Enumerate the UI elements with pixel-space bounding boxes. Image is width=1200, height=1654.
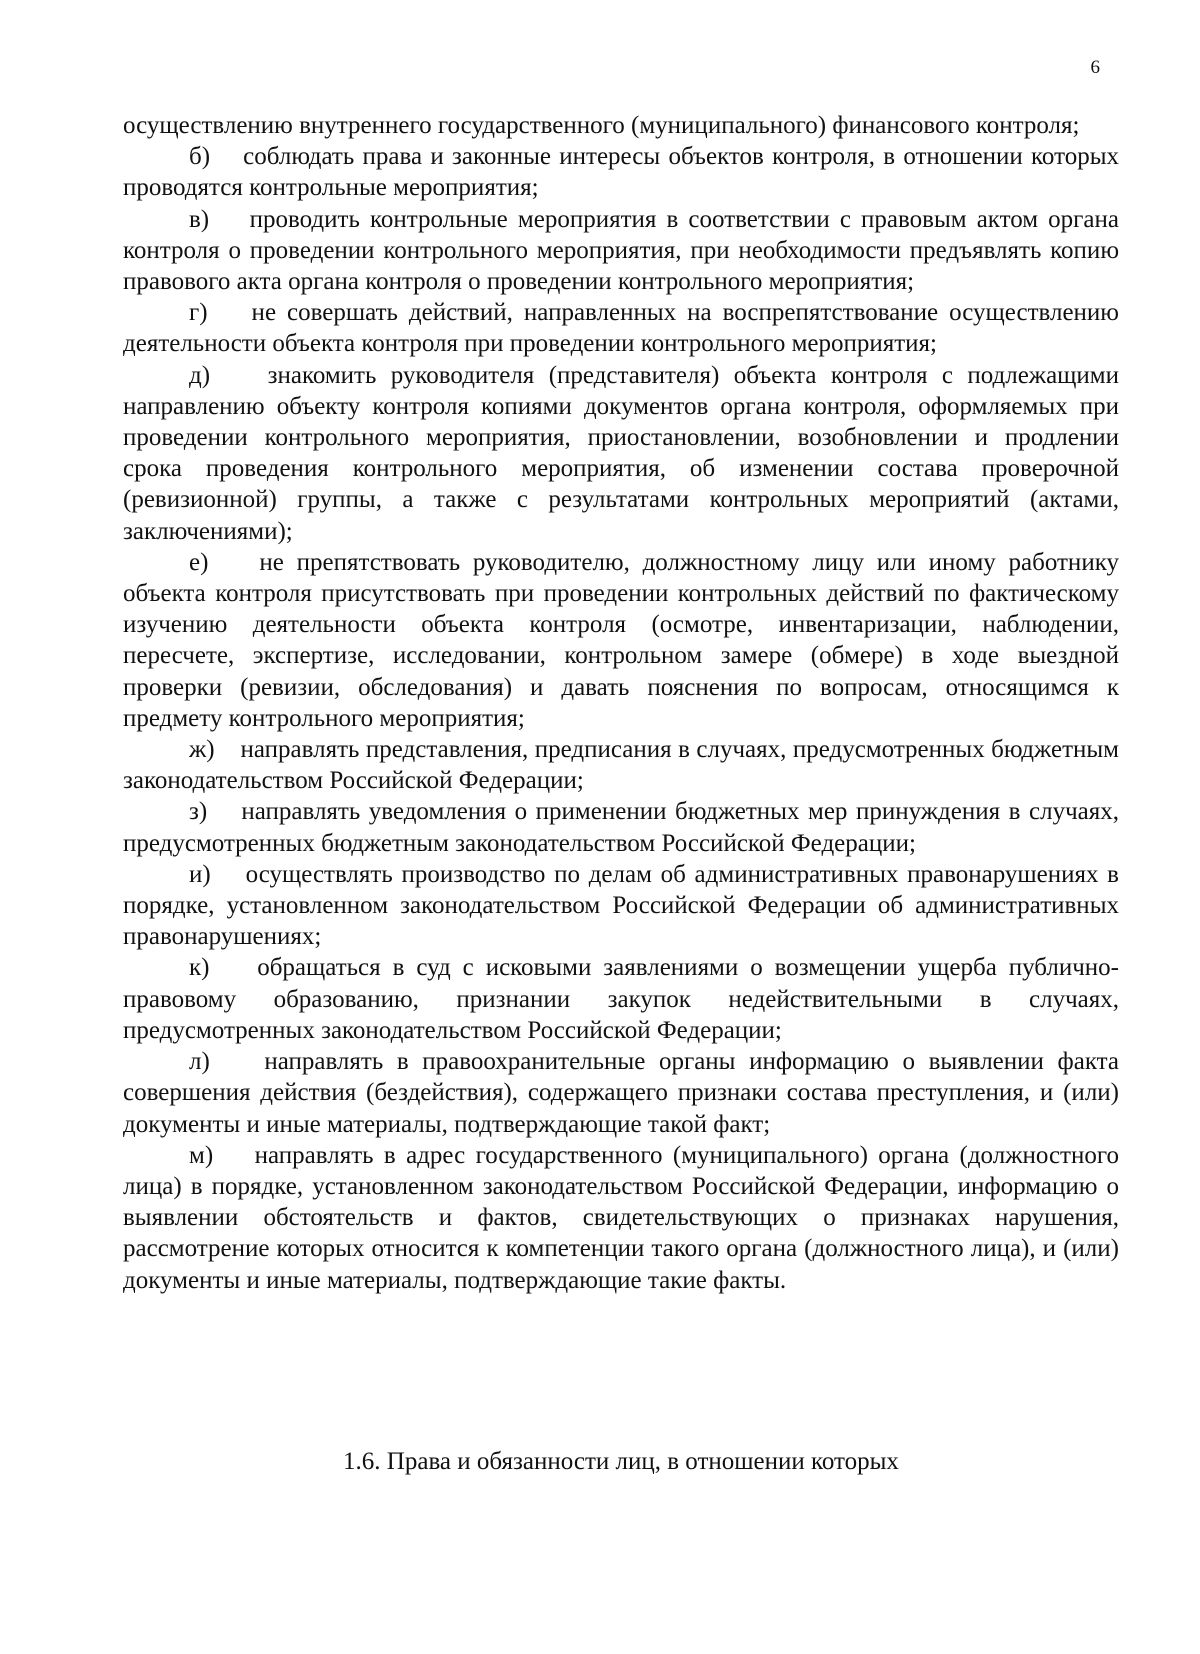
list-item-z: з) направлять уведомления о применении бюджетных мер принуждения в случаях, предусмотренных бюджетным законодательством Российской Федерации; xyxy=(123,798,1119,857)
list-item-k: к) обращаться в суд с исковыми заявлениями о возмещении ущерба публично-правовому образованию, признании закупок недействительными в случаях, предусмотренных законодательством Российской Федерации; xyxy=(123,954,1119,1044)
list-item-v: в) проводить контрольные мероприятия в соответствии с правовым актом органа контроля о проведении контрольного мероприятия, при необходимости предъявлять копию правового акта органа контроля о проведении контрольного мероприятия; xyxy=(123,205,1119,296)
list-item-l: л) направлять в правоохранительные органы информацию о выявлении факта совершения действия (бездействия), содержащего признаки состава преступления, и (или) документы и иные материалы, подтверждающие такой факт; xyxy=(123,1048,1119,1138)
section-heading: 1.6. Права и обязанности лиц, в отношении которых xyxy=(343,1448,899,1475)
page-number: 6 xyxy=(1090,57,1100,78)
list-item-g: г) не совершать действий, направленных на воспрепятствование осуществлению деятельности объекта контроля при проведении контрольного мероприятия; xyxy=(123,299,1119,358)
list-item-e: е) не препятствовать руководителю, должностному лицу или иному работнику объекта контроля присутствовать при проведении контрольных действий по фактическому изучению деятельности объекта контроля (осмотре, инвентаризации, наблюдении, пересчете, экспертизе, исследовании, контрольном замере (обмере) в ходе выездной проверки (ревизии, обследования) и давать пояснения по вопросам, относящимся к предмету контрольного мероприятия; xyxy=(123,548,1119,732)
list-item-i: и) осуществлять производство по делам об административных правонарушениях в порядке, установленном законодательством Российской Федерации об административных правонарушениях; xyxy=(123,860,1119,951)
paragraph-continuation: осуществлению внутреннего государственного (муниципального) финансового контроля; xyxy=(123,112,1080,139)
list-item-m: м) направлять в адрес государственного (муниципального) органа (должностного лица) в порядке, установленном законодательством Российской Федерации, информацию о выявлении обстоятельств и фактов, свидетельствующих о признаках нарушения, рассмотрение которых относится к компетенции такого органа (должностного лица), и (или) документы и иные материалы, подтверждающие такие факты. xyxy=(123,1141,1119,1294)
list-item-zh: ж) направлять представления, предписания в случаях, предусмотренных бюджетным законодательством Российской Федерации; xyxy=(123,736,1119,795)
list-item-b: б) соблюдать права и законные интересы объектов контроля, в отношении которых проводятся контрольные мероприятия; xyxy=(123,143,1119,202)
list-item-d: д) знакомить руководителя (представителя) объекта контроля с подлежащими направлению объекту контроля копиями документов органа контроля, оформляемых при проведении контрольного мероприятия, приостановлении, возобновлении и продлении срока проведения контрольного мероприятия, об изменении состава проверочной (ревизионной) группы, а также с результатами контрольных мероприятий (актами, заключениями); xyxy=(123,361,1119,545)
document-body xyxy=(123,110,1119,1296)
